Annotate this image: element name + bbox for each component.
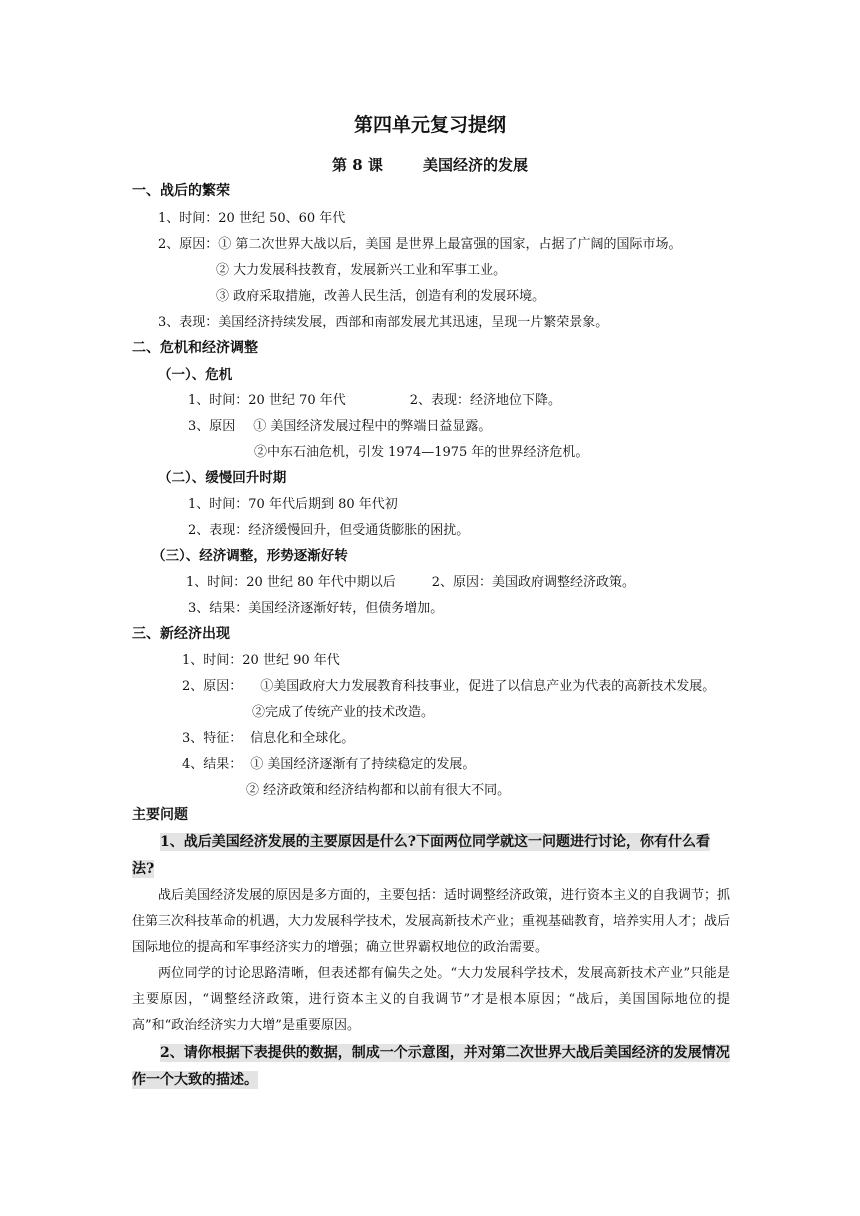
s3-time: 1、时间：20 世纪 90 年代 [182,653,340,668]
s3-result-2: ② 经济政策和经济结构都和以前有很大不同。 [246,783,511,798]
s1-reason-1: ① 第二次世界大战以后，美国 是世界上最富强的国家，占据了广阔的国际市场。 [218,237,682,252]
section-1-heading: 一、战后的繁荣 [132,183,230,199]
s2-p1-time: 1、时间：20 世纪 70 年代 [188,393,346,408]
s1-performance: 3、表现：美国经济持续发展，西部和南部发展尤其迅速，呈现一片繁荣景象。 [158,315,609,330]
s2-p1-reason-label: 3、原因 [188,419,236,434]
s2-part-1-heading: （一）、危机 [158,367,233,383]
s2-p3-reason: 2、原因：美国政府调整经济政策。 [431,575,636,590]
s3-reason-line [182,678,715,696]
s3-feature-label: 3、特征： [182,731,243,746]
s1-reason-line [158,236,682,254]
s2-p1-reason-2: ②中东石油危机，引发 1974—1975 年的世界经济危机。 [254,445,589,460]
s2-p1-time-line [188,392,561,410]
s3-result-1: ① 美国经济逐渐有了持续稳定的发展。 [250,757,476,772]
question-2-text: 2、请你根据下表提供的数据，制成一个示意图，并对第二次世界大战后美国经济的发展情况作一个大致的描述。 [132,1045,730,1088]
s2-part-2-heading: （二）、缓慢回升时期 [158,470,287,486]
s2-p1-reason-1: ① 美国经济发展过程中的弊端日益显露。 [253,419,492,434]
s2-p1-performance: 2、表现：经济地位下降。 [409,393,562,408]
lesson-number: 第 8 课 [332,156,383,174]
main-issues-heading: 主要问题 [132,807,188,823]
s1-time: 1、时间：20 世纪 50、60 年代 [158,211,346,226]
s3-feature-line [182,730,354,748]
lesson-title [0,156,860,174]
question-2 [132,1040,730,1094]
section-3-heading: 三、新经济出现 [132,626,230,642]
answer-1-paragraph-1: 战后美国经济发展的原因是多方面的，主要包括：适时调整经济政策，进行资本主义的自我调节；抓住第三次科技革命的机遇，大力发展科学技术，发展高新技术产业；重视基础教育，培养实用人才；战后国际地位的提高和军事经济实力的增强；确立世界霸权地位的政治需要。 [132,888,731,955]
s1-reason-label: 2、原因： [158,237,219,252]
question-1-text: 1、战后美国经济发展的主要原因是什么?下面两位同学就这一问题进行讨论，你有什么看法? [132,834,710,877]
s2-p1-reason-line [188,418,491,436]
s3-reason-1: ①美国政府大力发展教育科技事业，促进了以信息产业为代表的高新技术发展。 [260,679,716,694]
page-title: 第四单元复习提纲 [353,114,506,136]
s2-p2-performance: 2、表现：经济缓慢回升，但受通货膨胀的困扰。 [188,523,470,538]
s1-reason-3: ③ 政府采取措施，改善人民生活，创造有利的发展环境。 [216,289,546,304]
s3-feature: 信息化和全球化。 [250,731,355,746]
s2-part-3-heading: （三）、经济调整，形势逐渐好转 [152,548,348,564]
s1-reason-2: ② 大力发展科技教育，发展新兴工业和军事工业。 [216,263,507,278]
answer-1-paragraph-2: 两位同学的讨论思路清晰，但表述都有偏失之处。“大力发展科学技术，发展高新技术产业”只能是主要原因，“调整经济政策，进行资本主义的自我调节”才是根本原因；“战后，美国国际地位的提高”和“政治经济实力大增”是重要原因。 [132,966,730,1033]
s3-reason-2: ②完成了传统产业的技术改造。 [252,705,435,720]
s3-result-line [182,756,475,774]
lesson-name: 美国经济的发展 [422,156,528,174]
s2-p3-time-line [186,574,635,592]
s2-p3-result: 3、结果：美国经济逐渐好转，但债务增加。 [188,601,444,616]
s2-p3-time: 1、时间：20 世纪 80 年代中期以后 [186,575,396,590]
s3-reason-label: 2、原因： [182,679,243,694]
section-2-heading: 二、危机和经济调整 [132,340,258,356]
s2-p2-time: 1、时间：70 年代后期到 80 年代初 [188,497,398,512]
s3-result-label: 4、结果： [182,757,243,772]
question-1 [132,829,730,883]
